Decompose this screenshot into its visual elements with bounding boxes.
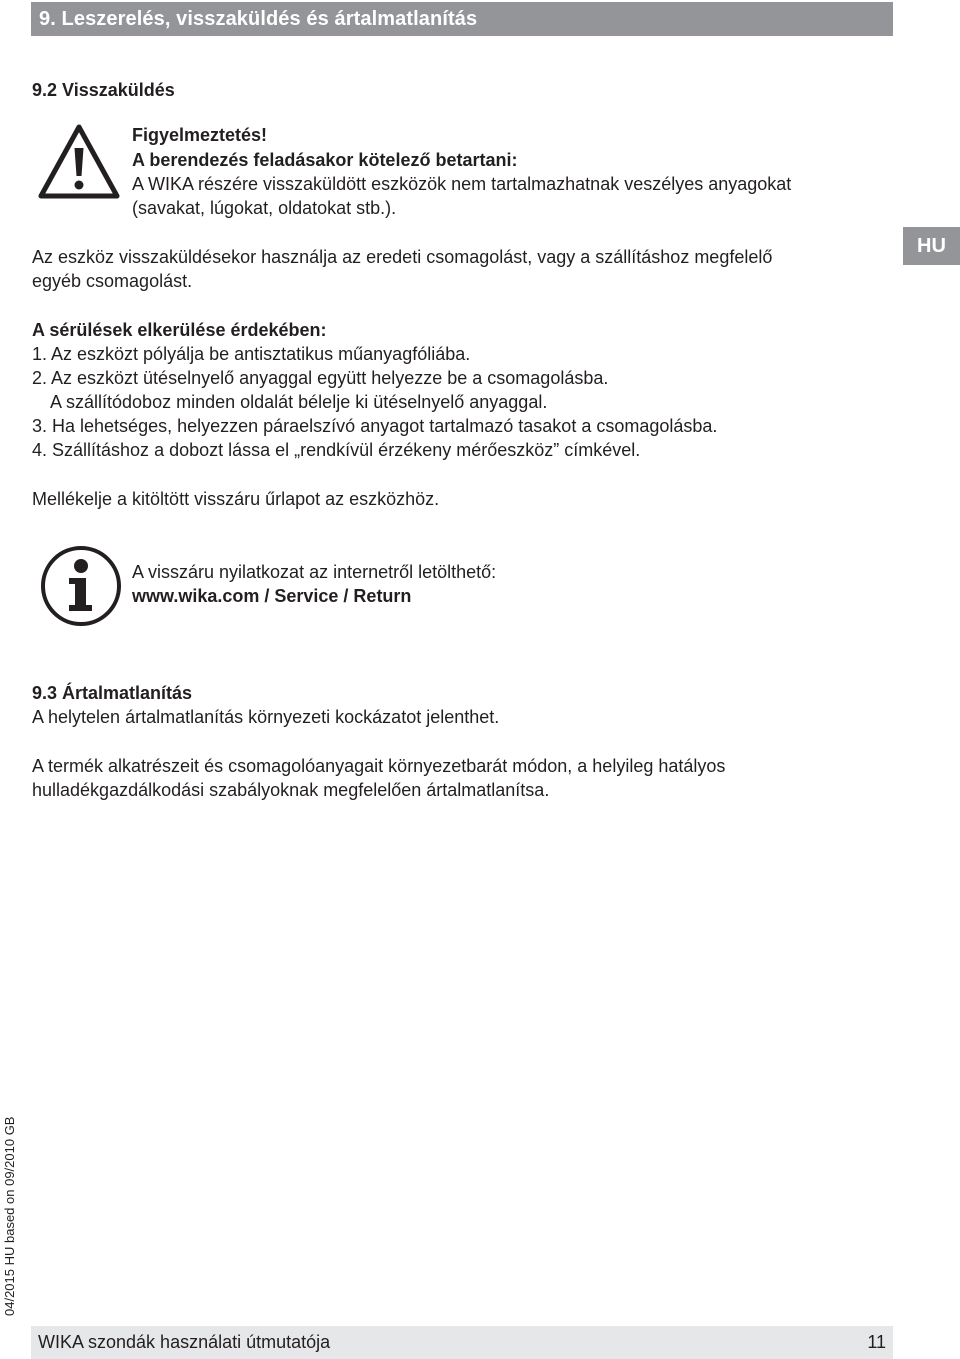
step-item-continuation: A szállítódoboz minden oldalát bélelje ki ütéselnyelő anyaggal. <box>50 392 548 412</box>
disposal-text-line1: A termék alkatrészeit és csomagolóanyagait környezetbarát módon, a helyileg hatályos <box>32 756 726 776</box>
section-heading-disposal: 9.3 Ártalmatlanítás <box>32 683 193 703</box>
page-footer <box>31 1326 893 1359</box>
footer-title: WIKA szondák használati útmutatója <box>38 1332 331 1352</box>
warning-title: Figyelmeztetés! <box>132 125 268 145</box>
language-tab <box>903 227 960 265</box>
language-tab-label: HU <box>917 235 946 257</box>
warning-triangle-icon <box>38 124 120 200</box>
document-version-note: 04/2015 HU based on 09/2010 GB <box>2 1116 17 1316</box>
page-number: 11 <box>867 1332 886 1352</box>
info-text: A visszáru nyilatkozat az internetről letölthető: <box>132 562 497 582</box>
section-heading-return: 9.2 Visszaküldés <box>32 80 175 100</box>
warning-text-line2: (savakat, lúgokat, oldatokat stb.). <box>132 198 397 218</box>
step-item: 4. Szállításhoz a dobozt lássa el „rendkívül érzékeny mérőeszköz” címkével. <box>32 440 641 460</box>
disposal-text-line2: hulladékgazdálkodási szabályoknak megfelelően ártalmatlanítsa. <box>32 780 550 800</box>
attach-form-note: Mellékelje a kitöltött visszáru űrlapot az eszközhöz. <box>32 489 440 509</box>
avoid-damage-heading: A sérülések elkerülése érdekében: <box>32 320 327 340</box>
disposal-risk-text: A helytelen ártalmatlanítás környezeti kockázatot jelenthet. <box>32 707 500 727</box>
return-form-link[interactable]: www.wika.com / Service / Return <box>132 586 412 606</box>
packaging-text-line2: egyéb csomagolást. <box>32 271 193 291</box>
info-icon <box>40 545 122 627</box>
warning-text-line1: A WIKA részére visszaküldött eszközök nem tartalmazhatnak veszélyes anyagokat <box>132 174 792 194</box>
warning-subtitle: A berendezés feladásakor kötelező betartani: <box>132 150 518 170</box>
step-item: 1. Az eszközt pólyálja be antisztatikus műanyagfóliába. <box>32 344 471 364</box>
step-item: 3. Ha lehetséges, helyezzen páraelszívó anyagot tartalmazó tasakot a csomagolásba. <box>32 416 718 436</box>
step-item: 2. Az eszközt ütéselnyelő anyaggal együtt helyezze be a csomagolásba. <box>32 368 609 388</box>
chapter-title-bar <box>31 2 893 36</box>
chapter-title: 9. Leszerelés, visszaküldés és ártalmatlanítás <box>39 8 478 30</box>
packaging-text-line1: Az eszköz visszaküldésekor használja az eredeti csomagolást, vagy a szállításhoz megfelelő <box>32 247 773 267</box>
